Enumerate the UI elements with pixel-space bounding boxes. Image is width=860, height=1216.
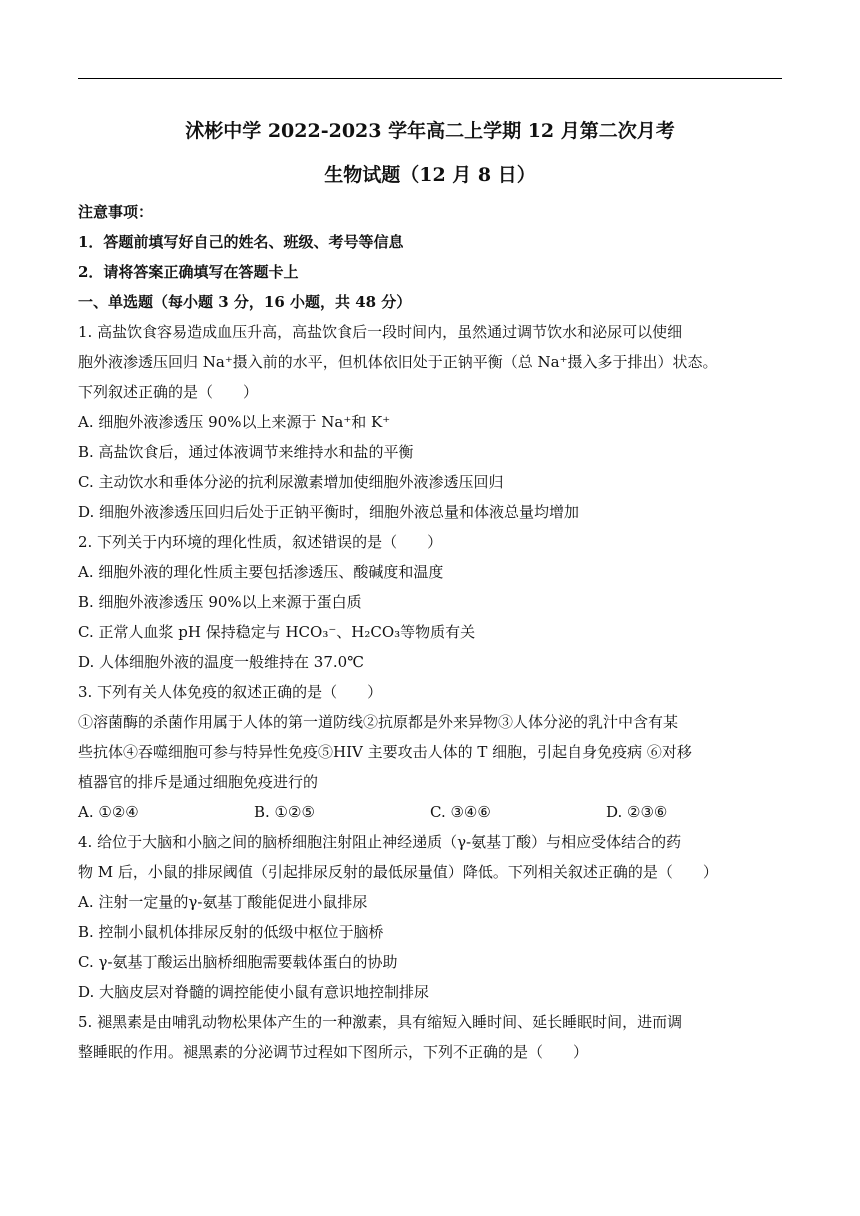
option-c: C. 正常人血浆 pH 保持稳定与 HCO₃⁻、H₂CO₃等物质有关 — [78, 623, 476, 641]
question-stem-line: 5. 褪黑素是由哺乳动物松果体产生的一种激素，具有缩短入睡时间、延长睡眠时间，进而调 — [78, 1013, 683, 1031]
header-rule — [78, 78, 782, 79]
question-stem-line: 些抗体④吞噬细胞可参与特异性免疫⑤HIV 主要攻击人体的 T 细胞，引起自身免疫病 ⑥对移 — [78, 743, 692, 761]
option-a: A. 注射一定量的γ-氨基丁酸能促进小鼠排尿 — [78, 893, 368, 911]
exam-subtitle: 生物试题（12 月 8 日） — [324, 164, 536, 186]
question-stem-line: 4. 给位于大脑和小脑之间的脑桥细胞注射阻止神经递质（γ-氨基丁酸）与相应受体结合的药 — [78, 833, 682, 851]
question-stem-line: ①溶菌酶的杀菌作用属于人体的第一道防线②抗原都是外来异物③人体分泌的乳汁中含有某 — [78, 713, 679, 731]
question-1 — [78, 317, 786, 527]
question-2 — [78, 527, 786, 677]
option-d: D. ②③⑥ — [606, 803, 668, 821]
question-stem-line: 整睡眠的作用。褪黑素的分泌调节过程如下图所示，下列不正确的是（ ） — [78, 1043, 589, 1061]
option-a: A. ①②④ — [78, 803, 139, 821]
question-stem-line: 植器官的排斥是通过细胞免疫进行的 — [78, 773, 319, 791]
option-b: B. 控制小鼠机体排尿反射的低级中枢位于脑桥 — [78, 923, 384, 941]
option-c: C. 主动饮水和垂体分泌的抗利尿激素增加使细胞外液渗透压回归 — [78, 473, 504, 491]
question-stem-line: 1. 高盐饮食容易造成血压升高，高盐饮食后一段时间内，虽然通过调节饮水和泌尿可以使细 — [78, 323, 683, 341]
exam-title: 沭彬中学 2022-2023 学年高二上学期 12 月第二次月考 — [185, 120, 675, 142]
exam-content — [78, 197, 786, 1067]
section-heading: 一、单选题（每小题 3 分，16 小题，共 48 分） — [78, 293, 412, 311]
question-stem-line: 物 M 后，小鼠的排尿阈值（引起排尿反射的最低尿量值）降低。下列相关叙述正确的是（ ） — [78, 863, 718, 881]
question-5 — [78, 1007, 786, 1067]
option-d: D. 细胞外液渗透压回归后处于正钠平衡时，细胞外液总量和体液总量均增加 — [78, 503, 580, 521]
question-4 — [78, 827, 786, 1007]
option-c: C. γ-氨基丁酸运出脑桥细胞需要载体蛋白的协助 — [78, 953, 398, 971]
option-a: A. 细胞外液的理化性质主要包括渗透压、酸碱度和温度 — [78, 563, 444, 581]
notice-item: 1．答题前填写好自己的姓名、班级、考号等信息 — [78, 233, 404, 251]
notice-item: 2．请将答案正确填写在答题卡上 — [78, 263, 299, 281]
option-d: D. 人体细胞外液的温度一般维持在 37.0℃ — [78, 653, 364, 671]
option-b: B. ①②⑤ — [254, 803, 315, 821]
notice-heading: 注意事项： — [78, 203, 154, 221]
option-d: D. 大脑皮层对脊髓的调控能使小鼠有意识地控制排尿 — [78, 983, 430, 1001]
question-stem-line: 2. 下列关于内环境的理化性质，叙述错误的是（ ） — [78, 533, 443, 551]
option-c: C. ③④⑥ — [430, 803, 491, 821]
option-a: A. 细胞外液渗透压 90%以上来源于 Na⁺和 K⁺ — [78, 413, 391, 431]
question-stem-line: 胞外液渗透压回归 Na⁺摄入前的水平，但机体依旧处于正钠平衡（总 Na⁺摄入多于排出）状态。 — [78, 353, 718, 371]
question-3 — [78, 677, 786, 827]
inline-options — [78, 797, 786, 827]
question-stem-line: 3. 下列有关人体免疫的叙述正确的是（ ） — [78, 683, 383, 701]
question-stem-line: 下列叙述正确的是（ ） — [78, 383, 259, 401]
option-b: B. 细胞外液渗透压 90%以上来源于蛋白质 — [78, 593, 362, 611]
option-b: B. 高盐饮食后，通过体液调节来维持水和盐的平衡 — [78, 443, 414, 461]
